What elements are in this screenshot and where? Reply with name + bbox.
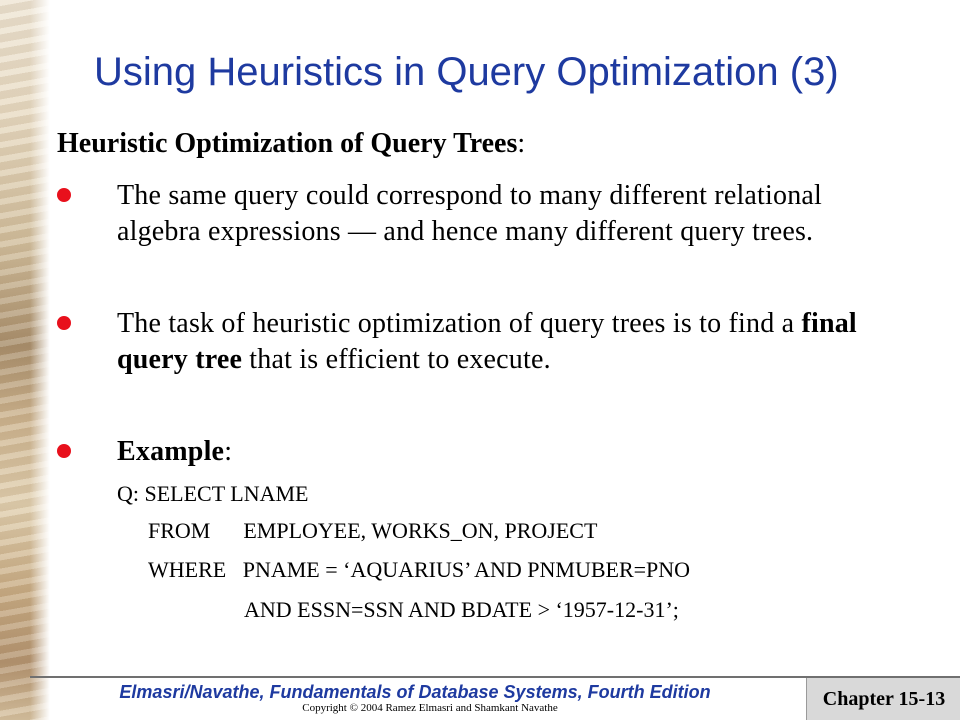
sql-line-select: Q: SELECT LNAME (117, 481, 309, 506)
bullet-text-part: that is efficient to execute. (242, 344, 551, 375)
chapter-badge (806, 678, 960, 720)
sidebar-fade (30, 0, 50, 720)
bullet-item (57, 306, 907, 378)
section-subheading (57, 128, 525, 160)
subheading-colon: : (517, 128, 526, 159)
sql-line-and: AND ESSN=SSN AND BDATE > ‘1957-12-31’; (244, 597, 679, 622)
bullet-text-bold: final query tree (117, 308, 857, 375)
chapter-label: Chapter 15-13 (822, 687, 946, 710)
bullet-text (117, 306, 907, 378)
footer-book-title: Elmasri/Navathe, Fundamentals of Database Systems, Fourth Edition (119, 682, 711, 702)
bullet-text-part: The task of heuristic optimization of query trees is to find a (117, 308, 802, 339)
bullet-dot-icon (57, 316, 71, 330)
sql-line-where: WHERE PNAME = ‘AQUARIUS’ AND PNMUBER=PNO (148, 557, 691, 582)
bullet-dot-icon (57, 444, 71, 458)
footer-copyright: Copyright © 2004 Ramez Elmasri and Shamkant Navathe (302, 702, 558, 714)
subheading-text: Heuristic Optimization of Query Trees (57, 128, 518, 159)
bullet-text (117, 434, 907, 470)
example-colon: : (224, 436, 233, 467)
bullet-text: The same query could correspond to many different relational algebra expressions — and hence many different query trees. (117, 180, 823, 247)
bullet-dot-icon (57, 188, 71, 202)
example-label: Example (117, 436, 225, 467)
sql-line-from: FROM EMPLOYEE, WORKS_ON, PROJECT (148, 518, 598, 543)
bullet-item (57, 178, 907, 250)
slide-title: Using Heuristics in Query Optimization (3) (94, 50, 839, 94)
bullet-item-example (57, 434, 907, 470)
